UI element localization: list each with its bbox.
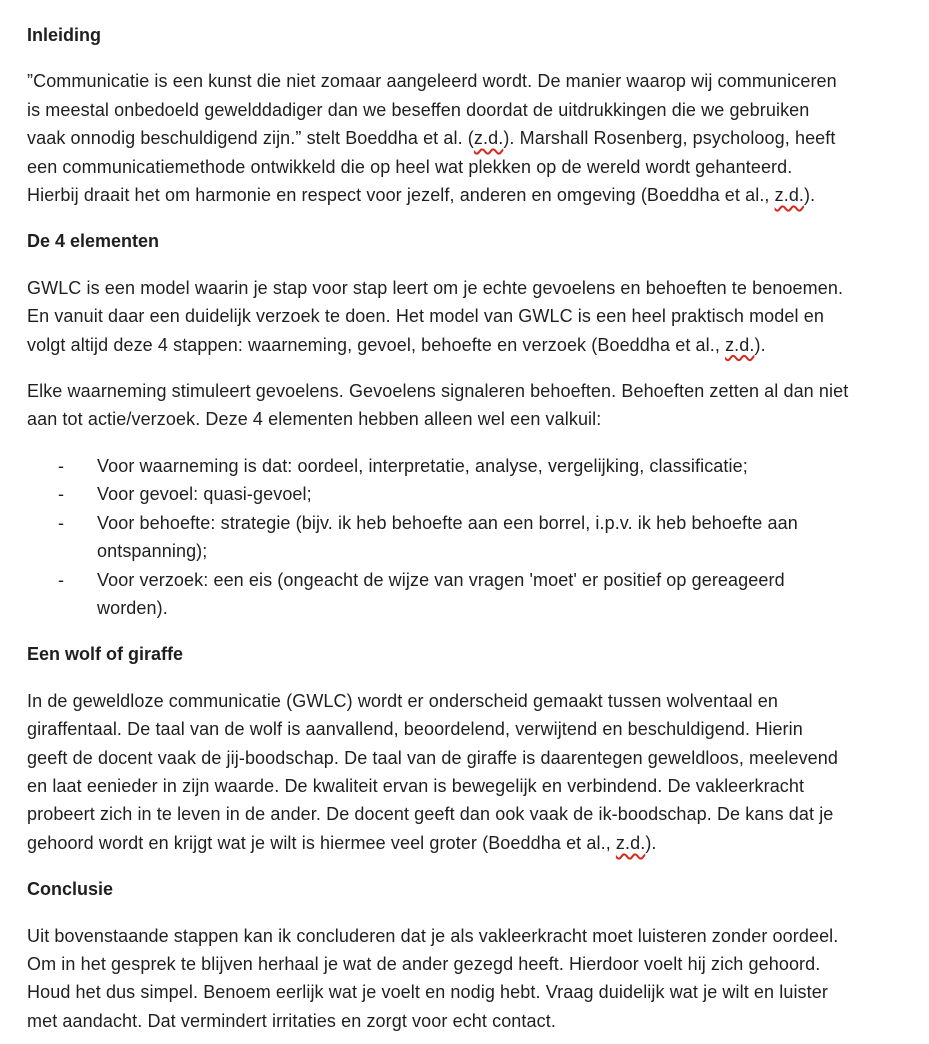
heading-inleiding: Inleiding	[27, 25, 101, 45]
text-line: met aandacht. Dat vermindert irritaties en zorgt voor echt contact.	[27, 1010, 556, 1031]
text-line: Houd het dus simpel. Benoem eerlijk wat je voelt en nodig hebt. Vraag duidelijk wat je wilt en luister	[27, 982, 828, 1003]
text-line: aan tot actie/verzoek. Deze 4 elementen hebben alleen wel een valkuil:	[27, 409, 602, 430]
paragraph-waarneming	[27, 377, 915, 434]
text-line: giraffentaal. De taal van de wolf is aanvallend, beoordelend, verwijtend en beschuldigend. Hierin	[27, 719, 803, 740]
list-item	[27, 566, 915, 623]
text-line: worden).	[97, 597, 168, 618]
text-line: probeert zich in te leven in de ander. De docent geeft dan ook vaak de ik-boodschap. De kans dat je	[27, 804, 834, 825]
heading-conclusie: Conclusie	[27, 879, 114, 900]
bullet-marker: -	[58, 569, 64, 590]
text-line: Uit bovenstaande stappen kan ik concluderen dat je als vakleerkracht moet luisteren zonder oordeel.	[27, 925, 839, 946]
text-line: Voor behoefte: strategie (bijv. ik heb behoefte aan een borrel, i.p.v. ik heb behoefte aan	[97, 512, 798, 533]
heading-de-4-elementen: De 4 elementen	[27, 231, 160, 252]
text-line: ontspanning);	[97, 541, 208, 562]
paragraph-gwlc-model	[27, 274, 915, 359]
text-line: en laat eenieder in zijn waarde. De kwaliteit ervan is bewegelijk en verbindend. De vakleerkracht	[27, 775, 805, 796]
spellcheck-wavy-underline: z.d.	[473, 128, 504, 149]
paragraph-inleiding	[27, 67, 915, 209]
text-line: volgt altijd deze 4 stappen: waarneming, gevoel, behoefte en verzoek (Boeddha et al., z.d.).	[27, 334, 766, 355]
text-line: gehoord wordt en krijgt wat je wilt is hiermee veel groter (Boeddha et al., z.d.).	[27, 832, 657, 853]
text-line: vaak onnodig beschuldigend zijn.” stelt Boeddha et al. (z.d.). Marshall Rosenberg, psycholoog, heeft	[27, 128, 836, 149]
text-line: geeft de docent vaak de jij-boodschap. De taal van de giraffe is daarentegen geweldloos, meelevend	[27, 747, 839, 768]
spellcheck-wavy-underline: z.d.	[615, 832, 646, 853]
text-line: is meestal onbedoeld gewelddadiger dan we beseffen doordat de uitdrukkingen die we gebruiken	[27, 99, 810, 120]
spellcheck-wavy-underline: z.d.	[725, 334, 755, 355]
bullet-marker: -	[58, 484, 64, 505]
bullet-marker: -	[58, 455, 64, 476]
list-item	[27, 509, 915, 566]
text-line: Voor waarneming is dat: oordeel, interpretatie, analyse, vergelijking, classificatie;	[97, 455, 748, 476]
list-item	[27, 480, 915, 508]
paragraph-conclusie	[27, 922, 915, 1036]
paragraph-wolf-giraffe	[27, 687, 915, 857]
text-line: GWLC is een model waarin je stap voor stap leert om je echte gevoelens en behoeften te benoemen.	[27, 277, 844, 298]
list-item	[27, 452, 915, 480]
text-line: In de geweldloze communicatie (GWLC) wordt er onderscheid gemaakt tussen wolventaal en	[27, 690, 778, 711]
text-line: ”Communicatie is een kunst die niet zomaar aangeleerd wordt. De manier waarop wij communiceren	[27, 71, 837, 92]
spellcheck-wavy-underline: z.d.	[774, 185, 805, 206]
text-line: Om in het gesprek te blijven herhaal je wat de ander gezegd heeft. Hierdoor voelt hij zich gehoord.	[27, 953, 821, 974]
text-line: Voor gevoel: quasi-gevoel;	[97, 484, 312, 505]
text-line: een communicatiemethode ontwikkeld die op heel wat plekken op de wereld wordt gehanteerd.	[27, 156, 793, 177]
text-line: Voor verzoek: een eis (ongeacht de wijze van vragen 'moet' er positief op gereageerd	[97, 569, 785, 590]
text-line: Elke waarneming stimuleert gevoelens. Gevoelens signaleren behoeften. Behoeften zetten al dan niet	[27, 381, 849, 402]
text-line: En vanuit daar een duidelijk verzoek te doen. Het model van GWLC is een heel praktisch model en	[27, 306, 824, 327]
heading-een-wolf-of-giraffe: Een wolf of giraffe	[27, 644, 184, 665]
bullet-marker: -	[58, 512, 64, 533]
bullet-list	[27, 452, 915, 622]
text-line: Hierbij draait het om harmonie en respect voor jezelf, anderen en omgeving (Boeddha et al., z.d.).	[27, 185, 816, 206]
